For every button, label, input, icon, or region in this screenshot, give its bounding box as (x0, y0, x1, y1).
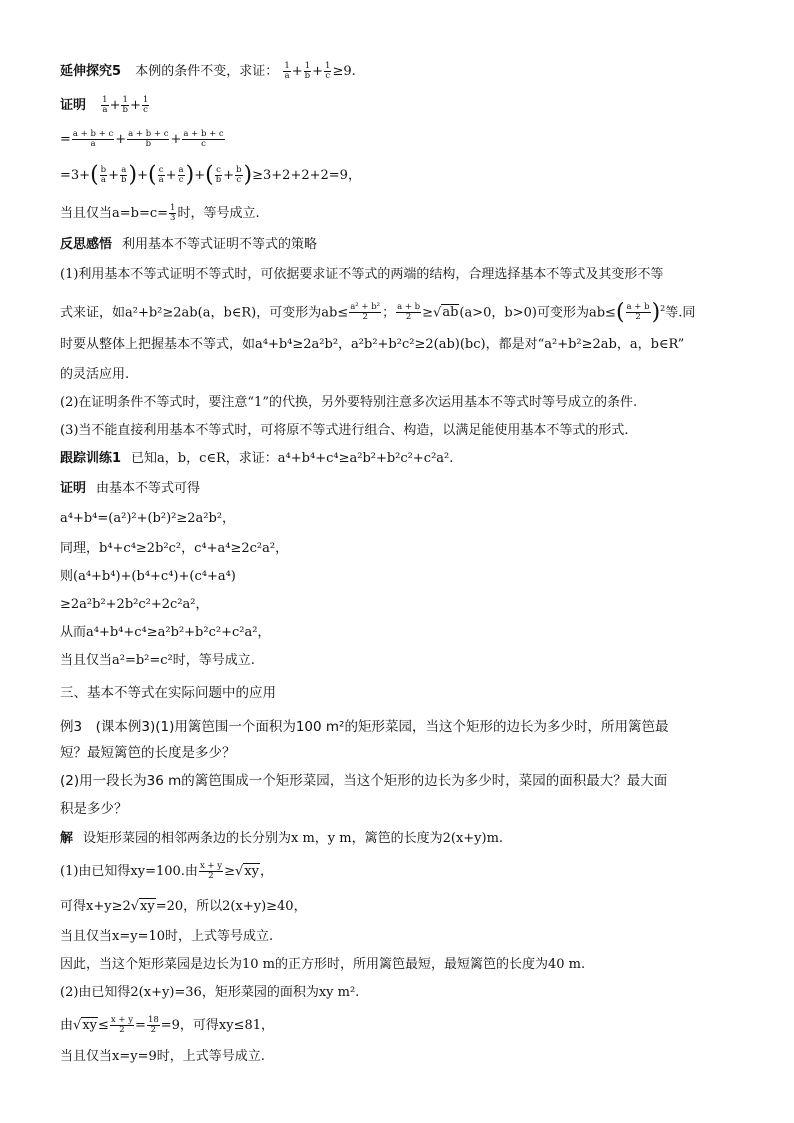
proof-step-2: =3+( $\frac{b}{a}$ + $\frac{a}{b}$ )+( $\frac{c}{a}$ + $\frac{a}{c}$ )+( $\frac{c}{b}$ + $\frac{b}{c}$ )≥3+2+2+2=9， (60, 162, 361, 188)
reflection-item-1-end: 的灵活应用. (60, 367, 130, 382)
proof-line: a⁴+b⁴=(a²)²+(b²)²≥2a²b²， (60, 511, 236, 526)
fraction: $\frac{\text{a² + b²}}{2}$ (350, 302, 381, 323)
proof-line: 从而a⁴+b⁴+c⁴≥a²b²+b²c²+c²a²， (60, 625, 271, 640)
solution-step: 由√xy≤ $\frac{x + y}{2}$ = $\frac{18}{2}$ =9，可得xy≤81， (60, 1015, 275, 1035)
example-3-part-2: (2)用一段长为36 m的篱笆围成一个矩形菜园，当这个矩形的边长为多少时，菜园的面积最大？最大面 (60, 773, 668, 789)
fraction: $\frac{b}{a}$ (100, 165, 107, 185)
fraction: $\frac{x + y}{2}$ (110, 1015, 134, 1035)
fraction: $\frac{a + b + c}{c}$ (183, 129, 224, 149)
fraction: $\frac{1}{b}$ (122, 95, 128, 115)
proof-line: 则(a⁴+b⁴)+(b⁴+c⁴)+(c⁴+a⁴) (60, 569, 236, 584)
reflection-item-1-cont2: 时要从整体上把握基本不等式，如a⁴+b⁴≥2a²b²，a²b²+b²c²≥2(ab)(bc)，都是对“a²+b²≥2ab，a，b∈R” (60, 337, 685, 352)
example-3-part-1-cont: 短？最短篱笆的长度是多少？ (60, 745, 236, 761)
fraction: $\frac{1}{a}$ (284, 61, 290, 81)
section-heading: 三、基本不等式在实际问题中的应用 (60, 685, 276, 701)
fraction: $\frac{1}{c}$ (325, 61, 331, 81)
reflection-item-1-cont: 式来证，如a²+b²≥2ab(a，b∈R)，可变形为ab≤ $\frac{\text{a² + b²}}{2}$ ； $\frac{a + b}{2}$ ≥√ab(a>0，b>0)可变形为ab≤( $\frac{a + b}{2}$ )$^2$等.同 (60, 299, 696, 325)
solution-step: (2)由已知得2(x+y)=36，矩形菜园的面积为xy m². (60, 985, 360, 1000)
fraction: $\frac{c}{b}$ (215, 165, 222, 185)
example-3-part-1: 例3 (课本例3)(1)用篱笆围一个面积为100 m²的矩形菜园，当这个矩形的边长为多少时，所用篱笆最 (60, 719, 669, 735)
fraction: $\frac{a + b}{2}$ (626, 302, 650, 323)
fraction: $\frac{b}{c}$ (236, 165, 242, 185)
proof-step-1: = $\frac{a + b + c}{a}$ + $\frac{a + b + c}{b}$ + $\frac{a + b + c}{c}$ (60, 129, 224, 149)
practice-proof-start: 证明 由基本不等式可得 (60, 481, 201, 496)
fraction: $\frac{1}{a}$ (102, 95, 108, 115)
solution-step: 当且仅当x=y=10时，上式等号成立. (60, 929, 274, 944)
example-3-part-2-cont: 积是多少？ (60, 801, 128, 817)
fraction: $\frac{1}{b}$ (304, 61, 311, 81)
reflection-heading: 反思感悟 利用基本不等式证明不等式的策略 (60, 237, 318, 252)
proof-start-line: 证明 $\frac{1}{a}$ + $\frac{1}{b}$ + $\frac{1}{c}$ (60, 95, 149, 115)
fraction: $\frac{1}{c}$ (142, 95, 149, 115)
reflection-item-3: (3)当不能直接利用基本不等式时，可将原不等式进行组合、构造，以满足能使用基本不等式的形式. (60, 423, 629, 438)
fraction: $\frac{18}{2}$ (147, 1015, 159, 1035)
fraction: $\frac{a}{b}$ (121, 165, 127, 185)
proof-line: 当且仅当a²=b²=c²时，等号成立. (60, 653, 255, 668)
proof-line: 同理，b⁴+c⁴≥2b²c²，c⁴+a⁴≥2c²a²， (60, 541, 289, 556)
solution-start: 解 设矩形菜园的相邻两条边的长分别为x m，y m，篱笆的长度为2(x+y)m. (60, 831, 504, 846)
equality-condition: 当且仅当a=b=c= $\frac{1}{3}$ 时，等号成立. (60, 203, 260, 223)
fraction: $\frac{a + b + c}{b}$ (128, 129, 169, 149)
extension-5-line: 延伸探究5 本例的条件不变，求证： $\frac{1}{a}$ + $\frac{1}{b}$ + $\frac{1}{c}$ ≥9. (60, 61, 356, 81)
fraction: $\frac{x + y}{2}$ (199, 861, 223, 881)
fraction: $\frac{a + b}{2}$ (397, 302, 421, 323)
solution-step: 当且仅当x=y=9时，上式等号成立. (60, 1049, 265, 1064)
fraction: $\frac{a + b + c}{a}$ (72, 129, 114, 149)
reflection-item-1: (1)利用基本不等式证明不等式时，可依据要求证不等式的两端的结构，合理选择基本不等式及其变形不等 (60, 267, 664, 282)
solution-step: (1)由已知得xy=100.由 $\frac{x + y}{2}$ ≥√xy， (60, 861, 273, 881)
reflection-item-2: (2)在证明条件不等式时，要注意“1”的代换，另外要特别注意多次运用基本不等式时等号成立的条件. (60, 395, 638, 410)
fraction: $\frac{a}{c}$ (178, 165, 184, 185)
fraction: $\frac{1}{3}$ (170, 203, 176, 223)
solution-step: 可得x+y≥2√xy=20，所以2(x+y)≥40， (60, 899, 307, 914)
proof-line: ≥2a²b²+2b²c²+2c²a²， (60, 597, 209, 612)
practice-1: 跟踪训练1 已知a，b，c∈R，求证：a⁴+b⁴+c⁴≥a²b²+b²c²+c²a². (60, 451, 454, 466)
fraction: $\frac{c}{a}$ (158, 165, 164, 185)
solution-step: 因此，当这个矩形菜园是边长为10 m的正方形时，所用篱笆最短，最短篱笆的长度为40 m. (60, 957, 586, 972)
